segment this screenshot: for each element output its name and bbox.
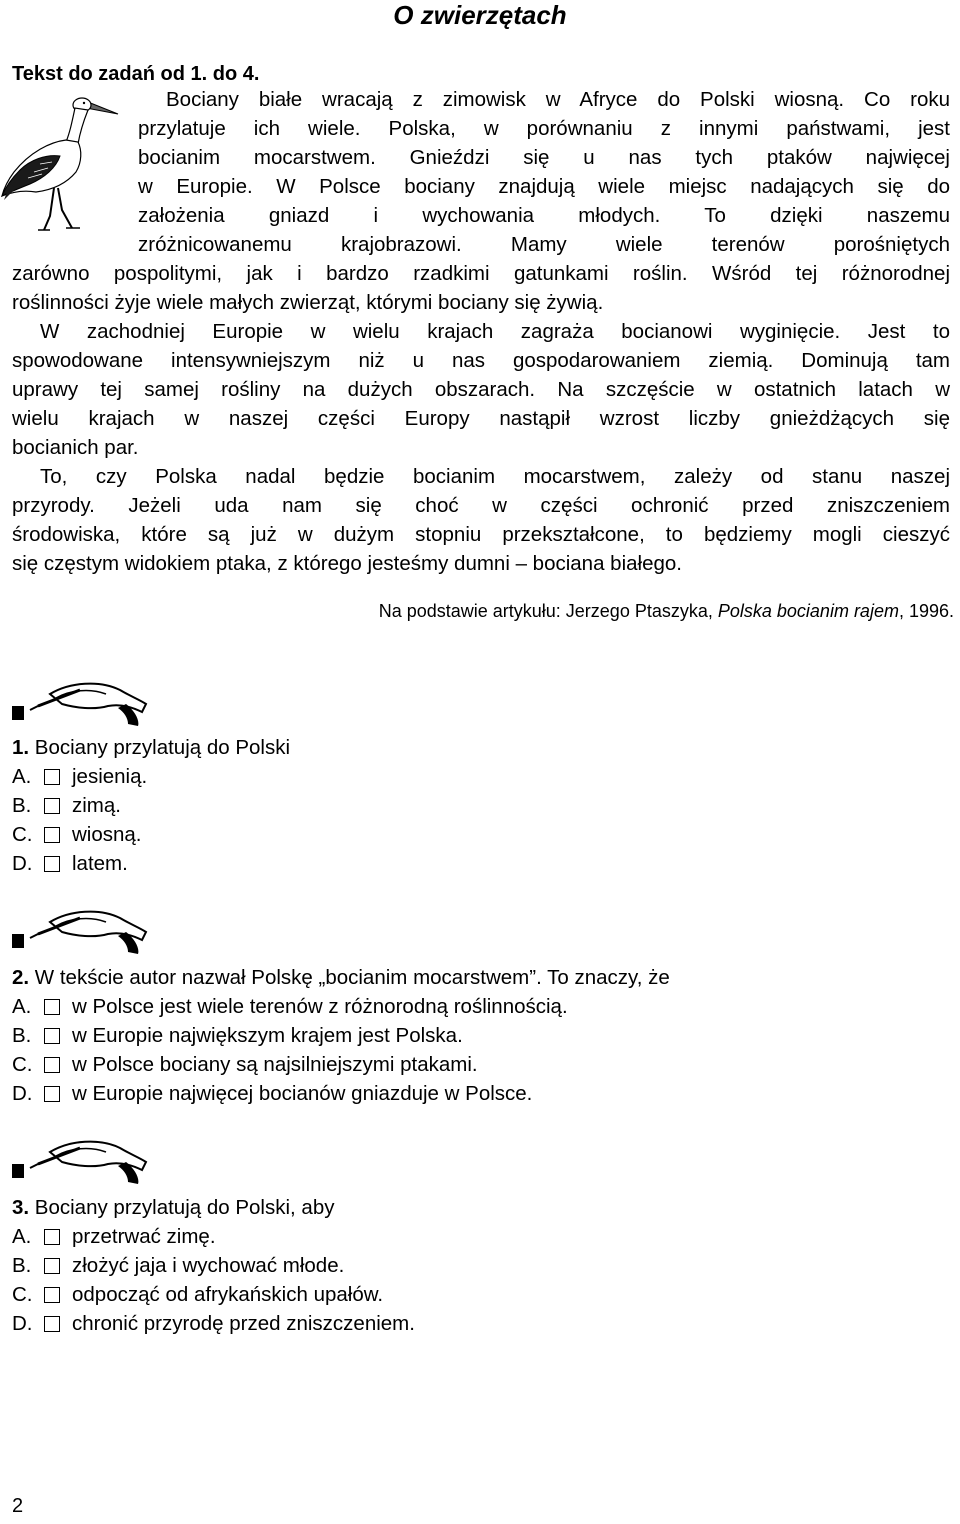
option-letter: A. [12, 1225, 32, 1248]
option-letter: D. [12, 852, 33, 875]
option-letter: C. [12, 1053, 33, 1076]
text-line: bocianich par. [12, 436, 139, 459]
answer-option[interactable] [12, 1024, 463, 1048]
answer-option[interactable] [12, 852, 128, 876]
checkbox[interactable] [44, 1229, 60, 1245]
option-letter: C. [12, 1283, 33, 1306]
option-text: w Polsce jest wiele terenów z różnorodną roślinnością. [72, 995, 568, 1018]
checkbox[interactable] [44, 827, 60, 843]
stork-illustration [0, 92, 120, 234]
source-work-title: Polska bocianim rajem [717, 601, 899, 621]
checkbox[interactable] [44, 856, 60, 872]
option-text: w Polsce bociany są najsilniejszymi ptakami. [72, 1053, 478, 1076]
question-number: 3. [12, 1196, 30, 1219]
checkbox[interactable] [44, 1316, 60, 1332]
option-letter: B. [12, 1024, 32, 1047]
source-suffix: , 1996. [898, 601, 954, 621]
source-prefix: Na podstawie artykułu: Jerzego Ptaszyka, [378, 601, 718, 621]
answer-option[interactable] [12, 765, 147, 789]
question-text: Bociany przylatują do Polski, aby [29, 1196, 335, 1219]
option-text: w Europie największym krajem jest Polska. [72, 1024, 463, 1047]
text-line: bocianim mocarstwem. Gnieździ się u nas tych ptaków najwięcej [138, 146, 950, 169]
answer-option[interactable] [12, 1053, 478, 1077]
text-line: zróżnicowanemu krajobrazowi. Mamy wiele terenów porośniętych [138, 233, 950, 256]
option-letter: C. [12, 823, 33, 846]
text-line: w Europie. W Polsce bociany znajdują wiele miejsc nadających się do [138, 175, 950, 198]
option-text: latem. [72, 852, 128, 875]
option-letter: B. [12, 1254, 32, 1277]
text-line: przyrody. Jeżeli uda nam się choć w części ochronić przed zniszczeniem [12, 494, 950, 517]
option-text: odpocząć od afrykańskich upałów. [72, 1283, 384, 1306]
writing-hand-icon [10, 904, 150, 956]
option-text: chronić przyrodę przed zniszczeniem. [72, 1312, 415, 1335]
answer-option[interactable] [12, 995, 568, 1019]
text-line: przylatuje ich wiele. Polska, w porównaniu z innymi państwami, jest [138, 117, 950, 140]
option-letter: A. [12, 995, 32, 1018]
page-title: O zwierzętach [393, 0, 567, 30]
question-number: 1. [12, 736, 30, 759]
text-line: wielu krajach w naszej części Europy nastąpił wzrost liczby gnieżdżących się [12, 407, 950, 430]
answer-option[interactable] [12, 794, 121, 818]
option-letter: D. [12, 1312, 33, 1335]
text-line: uprawy tej samej rośliny na dużych obszarach. Na szczęście w ostatnich latach w [12, 378, 950, 401]
option-text: zimą. [72, 794, 121, 817]
checkbox[interactable] [44, 1028, 60, 1044]
text-line: zarówno pospolitymi, jak i bardzo rzadkimi gatunkami roślin. Wśród tej różnorodnej [12, 262, 950, 285]
text-line: W zachodniej Europie w wielu krajach zagraża bocianowi wyginięcie. Jest to [40, 320, 950, 343]
checkbox[interactable] [44, 1287, 60, 1303]
option-text: wiosną. [72, 823, 142, 846]
option-letter: A. [12, 765, 32, 788]
text-line: środowiska, które są już w dużym stopniu przekształcone, to będziemy mogli cieszyć [12, 523, 950, 546]
text-line: roślinności żyje wiele małych zwierząt, którymi bociany się żywią. [12, 291, 604, 314]
question-3 [12, 1196, 335, 1220]
checkbox[interactable] [44, 798, 60, 814]
checkbox[interactable] [44, 769, 60, 785]
writing-hand-icon [10, 676, 150, 728]
checkbox[interactable] [44, 1258, 60, 1274]
option-text: złożyć jaja i wychować młode. [72, 1254, 345, 1277]
source-citation [379, 600, 954, 622]
writing-hand-icon [10, 1134, 150, 1186]
answer-option[interactable] [12, 1254, 344, 1278]
question-text: Bociany przylatują do Polski [29, 736, 291, 759]
option-letter: B. [12, 794, 32, 817]
page-number: 2 [12, 1495, 24, 1517]
answer-option[interactable] [12, 1082, 532, 1106]
checkbox[interactable] [44, 1057, 60, 1073]
answer-option[interactable] [12, 1225, 216, 1249]
text-line: Bociany białe wracają z zimowisk w Afryce do Polski wiosną. Co roku [166, 88, 950, 111]
checkbox[interactable] [44, 1086, 60, 1102]
question-text: W tekście autor nazwał Polskę „bocianim mocarstwem”. To znaczy, że [29, 966, 670, 989]
text-line: spowodowane intensywniejszym niż u nas gospodarowaniem ziemią. Dominują tam [12, 349, 950, 372]
answer-option[interactable] [12, 1283, 383, 1307]
text-line: To, czy Polska nadal będzie bocianim mocarstwem, zależy od stanu naszej [40, 465, 950, 488]
text-line: się częstym widokiem ptaka, z którego jesteśmy dumni – bociana białego. [12, 552, 682, 575]
question-number: 2. [12, 966, 30, 989]
option-text: przetrwać zimę. [72, 1225, 216, 1248]
question-2 [12, 966, 670, 990]
option-text: jesienią. [72, 765, 148, 788]
question-1 [12, 736, 290, 760]
answer-option[interactable] [12, 823, 142, 847]
checkbox[interactable] [44, 999, 60, 1015]
option-letter: D. [12, 1082, 33, 1105]
text-line: założenia gniazd i wychowania młodych. To dzięki naszemu [138, 204, 950, 227]
answer-option[interactable] [12, 1312, 415, 1336]
text-heading: Tekst do zadań od 1. do 4. [12, 63, 260, 85]
option-text: w Europie najwięcej bocianów gniazduje w Polsce. [72, 1082, 533, 1105]
